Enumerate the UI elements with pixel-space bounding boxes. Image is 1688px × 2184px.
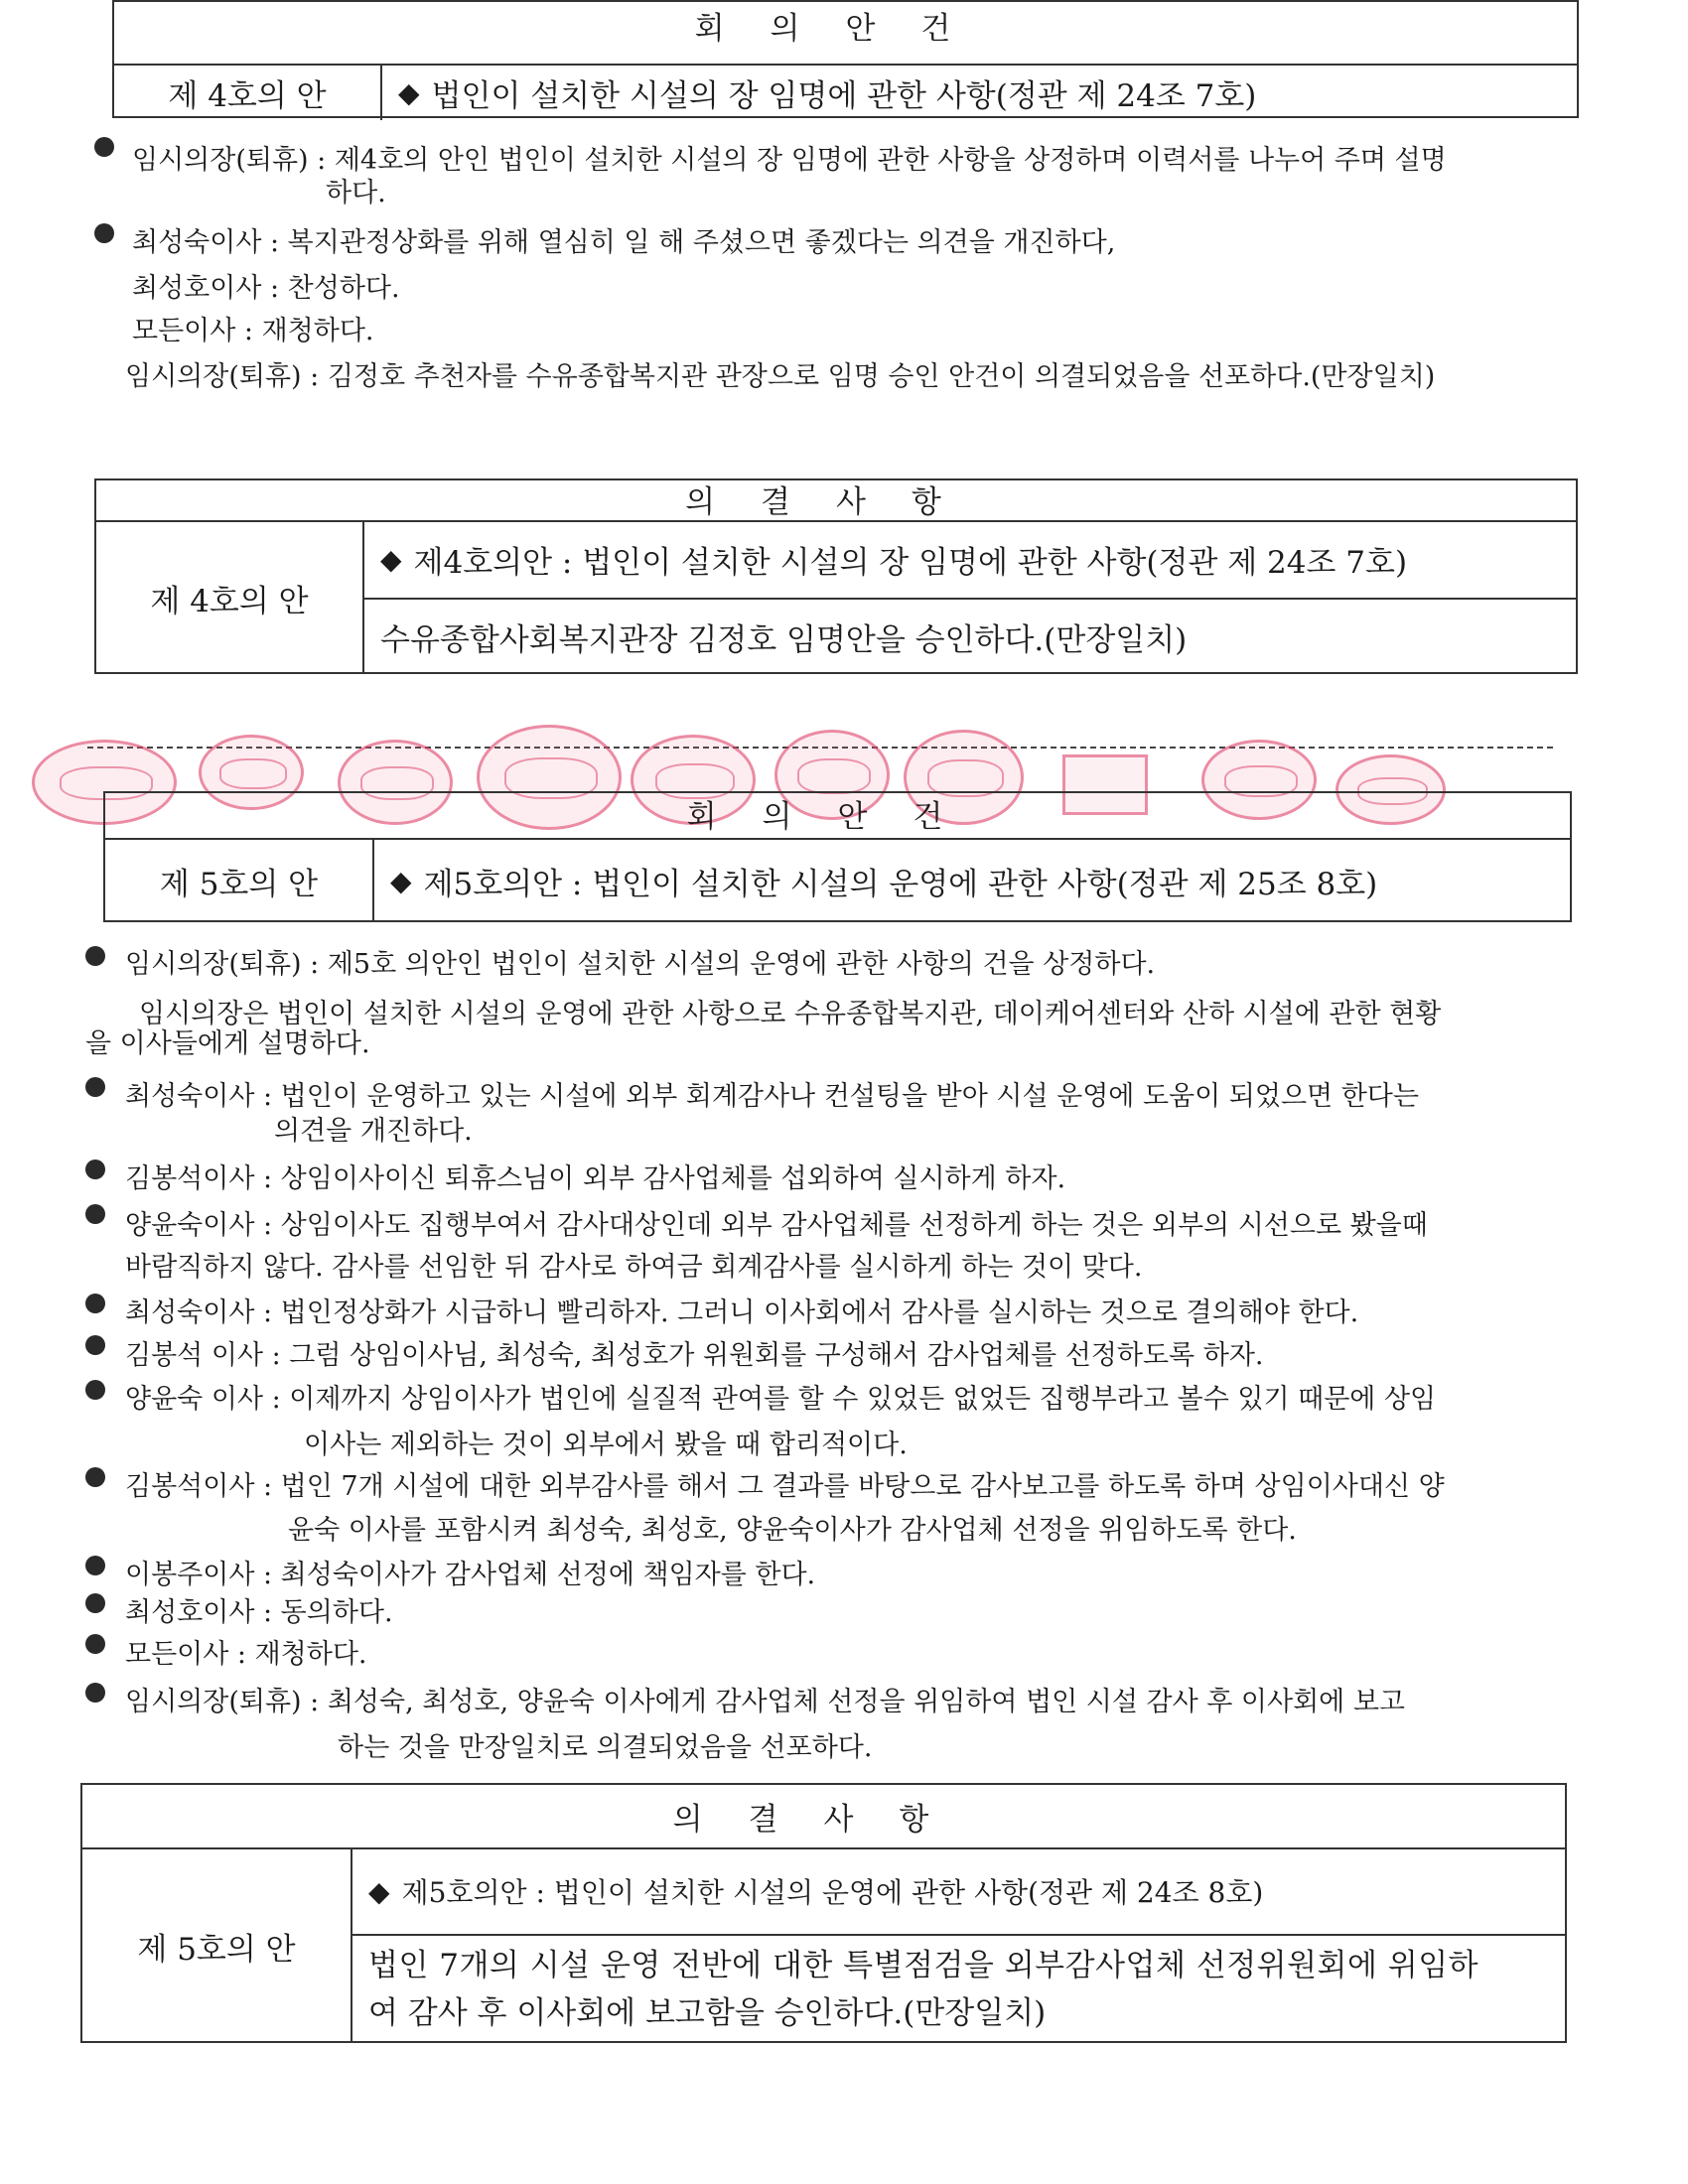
minutes-5-item-4: 김봉석이사 : 상임이사이신 퇴휴스님이 외부 감사업체를 섭외하여 실시하게 하자. — [125, 1163, 1066, 1194]
minutes-5-item-2-cont: 을 이사들에게 설명하다. — [85, 1028, 370, 1059]
agenda-4-table — [112, 0, 1579, 118]
minutes-5-item-8: 양윤숙 이사 : 이제까지 상임이사가 법인에 실질적 관여를 할 수 있었든 없었든 집행부라고 볼수 있기 때문에 상임 — [125, 1384, 1437, 1415]
minutes-4-item-2: 최성숙이사 : 복지관정상화를 위해 열심히 일 해 주셨으면 좋겠다는 의견을 개진하다, — [132, 227, 1116, 258]
resolution-4-header: 의결사항 — [96, 480, 1576, 522]
bullet-icon — [94, 137, 114, 157]
bullet-icon — [85, 1467, 105, 1487]
diamond-icon: ◆ — [390, 865, 412, 897]
diamond-icon: ◆ — [380, 543, 402, 577]
minutes-5-item-2: 임시의장은 법인이 설치한 시설의 운영에 관한 사항으로 수유종합복지관, 데이케어센터와 산하 시설에 관한 현황 — [139, 999, 1442, 1029]
resolution-5-table — [80, 1783, 1567, 2043]
resolution-5-label: 제 5호의 안 — [82, 1849, 352, 2043]
minutes-4-item-1-cont: 하다. — [326, 178, 386, 208]
minutes-5-item-13: 임시의장(퇴휴) : 최성숙, 최성호, 양윤숙 이사에게 감사업체 선정을 위임하여 법인 시설 감사 후 이사회에 보고 — [125, 1687, 1406, 1717]
bullet-icon — [85, 1380, 105, 1400]
agenda-4-title-cell — [382, 66, 1577, 120]
minutes-5-item-7: 김봉석 이사 : 그럼 상임이사님, 최성숙, 최성호가 위원회를 구성해서 감사업체를 선정하도록 하자. — [125, 1340, 1264, 1371]
bullet-icon — [94, 223, 114, 243]
resolution-4-decision: 수유종합사회복지관장 김정호 임명안을 승인하다.(만장일치) — [380, 621, 1188, 658]
minutes-5-item-12: 모든이사 : 재청하다. — [125, 1639, 367, 1670]
resolution-5-title-cell — [352, 1849, 1565, 1936]
agenda-5-title-cell — [374, 840, 1570, 922]
resolution-5-header: 의결사항 — [82, 1785, 1565, 1849]
bullet-icon — [85, 1335, 105, 1355]
minutes-5-item-13-cont: 하는 것을 만장일치로 의결되었음을 선포하다. — [338, 1732, 873, 1763]
bullet-icon — [85, 1077, 105, 1097]
diamond-icon: ◆ — [398, 76, 420, 109]
minutes-5-item-6: 최성숙이사 : 법인정상화가 시급하니 빨리하자. 그러니 이사회에서 감사를 실시하는 것으로 결의해야 한다. — [125, 1297, 1359, 1328]
bullet-icon — [85, 1593, 105, 1613]
bullet-icon — [85, 1294, 105, 1313]
agenda-5-label: 제 5호의 안 — [105, 840, 374, 922]
resolution-4-table — [94, 478, 1578, 674]
resolution-5-decision — [352, 1936, 1565, 2043]
minutes-5-item-3-cont: 의견을 개진하다. — [274, 1116, 473, 1147]
minutes-5-item-9: 김봉석이사 : 법인 7개 시설에 대한 외부감사를 해서 그 결과를 바탕으로 감사보고를 하도록 하며 상임이사대신 양 — [125, 1471, 1445, 1502]
agenda-5-table — [103, 791, 1572, 922]
minutes-4-item-5: 임시의장(퇴휴) : 김정호 추천자를 수유종합복지관 관장으로 임명 승인 안건이 의결되었음을 선포하다.(만장일치) — [125, 361, 1436, 392]
bullet-icon — [85, 1556, 105, 1575]
minutes-5-item-5: 양윤숙이사 : 상임이사도 집행부여서 감사대상인데 외부 감사업체를 선정하게 하는 것은 외부의 시선으로 봤을때 — [125, 1210, 1428, 1241]
minutes-5-item-1: 임시의장(퇴휴) : 제5호 의안인 법인이 설치한 시설의 운영에 관한 사항의 건을 상정하다. — [125, 949, 1156, 980]
minutes-5-item-8-cont: 이사는 제외하는 것이 외부에서 봤을 때 합리적이다. — [304, 1430, 908, 1460]
minutes-5-item-3: 최성숙이사 : 법인이 운영하고 있는 시설에 외부 회계감사나 컨설팅을 받아 시설 운영에 도움이 되었으면 한다는 — [125, 1081, 1419, 1112]
minutes-4-item-4: 모든이사 : 재청하다. — [132, 316, 374, 346]
minutes-5-item-10: 이봉주이사 : 최성숙이사가 감사업체 선정에 책임자를 한다. — [125, 1560, 816, 1590]
agenda-5-title: 제5호의안 : 법인이 설치한 시설의 운영에 관한 사항(정관 제 25조 8호) — [423, 867, 1378, 902]
resolution-4-title: 제4호의안 : 법인이 설치한 시설의 장 임명에 관한 사항(정관 제 24조 7호) — [413, 545, 1408, 582]
bullet-icon — [85, 1204, 105, 1224]
bullet-icon — [85, 1160, 105, 1179]
agenda-5-header: 회의안건 — [105, 793, 1570, 840]
minutes-4-item-1: 임시의장(퇴휴) : 제4호의 안인 법인이 설치한 시설의 장 임명에 관한 사항을 상정하며 이력서를 나누어 주며 설명 — [132, 145, 1447, 176]
resolution-5-title: 제5호의안 : 법인이 설치한 시설의 운영에 관한 사항(정관 제 24조 8호) — [401, 1876, 1264, 1910]
minutes-5-item-11: 최성호이사 : 동의하다. — [125, 1597, 393, 1628]
diamond-icon: ◆ — [368, 1874, 390, 1908]
bullet-icon — [85, 1683, 105, 1703]
resolution-4-title-cell — [364, 522, 1576, 600]
minutes-4-item-3: 최성호이사 : 찬성하다. — [132, 273, 400, 304]
minutes-5-item-5-cont: 바람직하지 않다. 감사를 선임한 뒤 감사로 하여금 회계감사를 실시하게 하는 것이 맞다. — [125, 1252, 1143, 1283]
bullet-icon — [85, 1634, 105, 1654]
bullet-icon — [85, 946, 105, 966]
resolution-4-label: 제 4호의 안 — [96, 522, 364, 674]
agenda-4-header: 회의안건 — [114, 2, 1577, 66]
agenda-4-label: 제 4호의 안 — [114, 66, 382, 120]
resolution-5-decision-line-1: 법인 7개의 시설 운영 전반에 대한 특별점검을 외부감사업체 선정위원회에 위임하 — [368, 1947, 1479, 1983]
agenda-4-title: 법인이 설치한 시설의 장 임명에 관한 사항(정관 제 24조 7호) — [431, 78, 1257, 114]
minutes-5-item-9-cont: 윤숙 이사를 포함시켜 최성숙, 최성호, 양윤숙이사가 감사업체 선정을 위임하도록 한다. — [288, 1515, 1297, 1546]
resolution-5-decision-line-2: 여 감사 후 이사회에 보고함을 승인하다.(만장일치) — [368, 1994, 1047, 2031]
